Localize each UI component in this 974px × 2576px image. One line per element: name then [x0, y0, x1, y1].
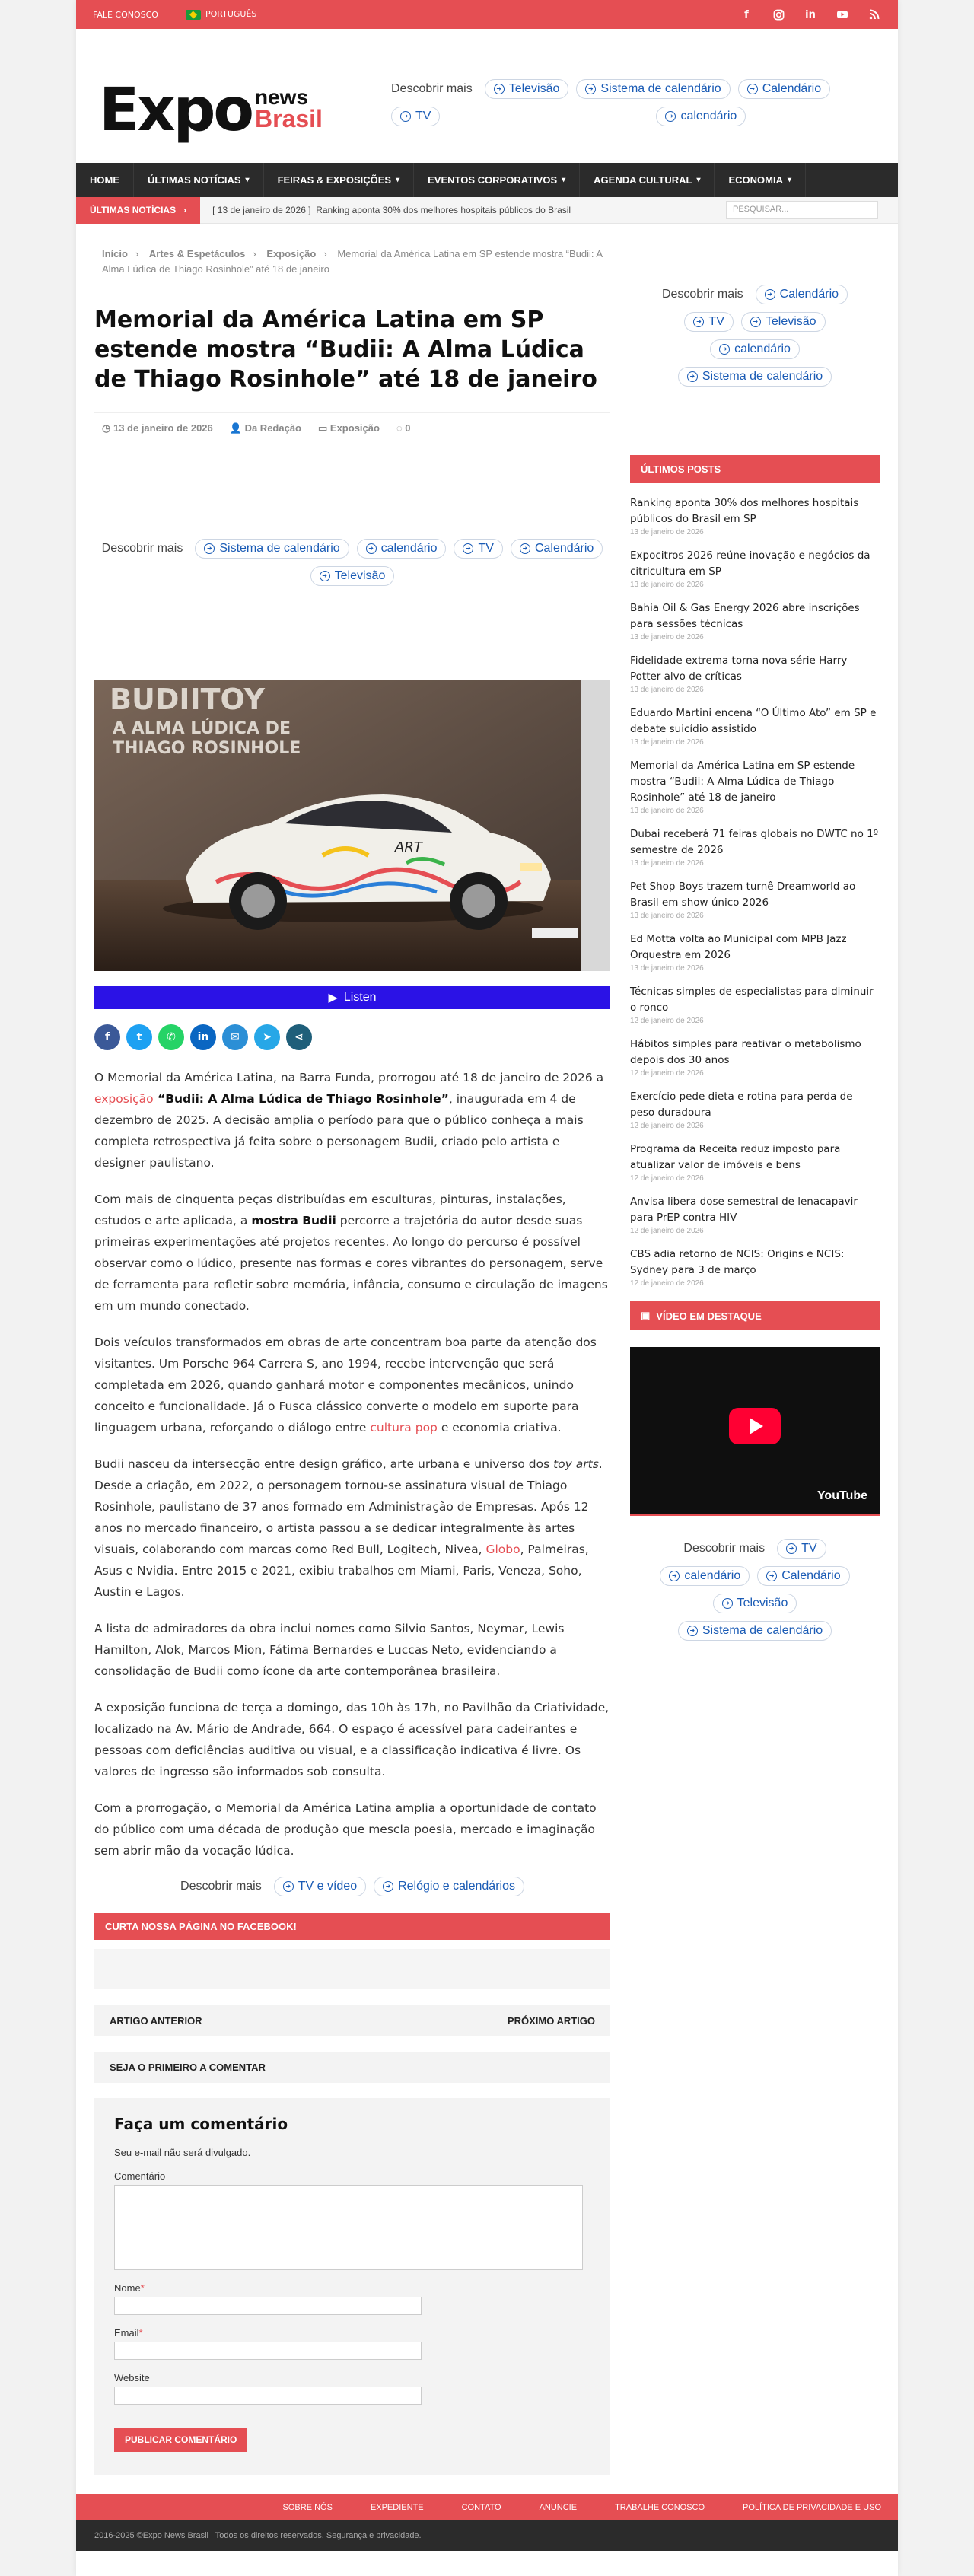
- arrow-circle-icon: ➜: [383, 1881, 393, 1892]
- paragraph: Budii nasceu da intersecção entre design gráfico, arte urbana e universo dos toy arts. Desde a criação, em 2022, o personagem tornou-se assinatura visual de Thiago Rosinhole, paulistano de 37 anos formado em Administração de Empresas. Após 12 anos no mercado financeiro, o artista passou a se dedicar integralmente às artes visuais, colaborando com marcas como Red Bull, Logitech, Nivea, Globo, Palmeiras, Asus e Nvidia. Entre 2015 e 2021, exibiu trabalhos em Miami, Paris, Veneza, Soho, Austin e Lagos.: [94, 1457, 603, 1599]
- linkedin-share-icon[interactable]: in: [190, 1024, 216, 1050]
- arrow-circle-icon: ➜: [747, 84, 758, 94]
- discover-label: Descobrir mais: [683, 1542, 766, 1555]
- list-item[interactable]: Pet Shop Boys trazem turnê Dreamworld ao Brasil em show único 2026 13 de janeiro de 2026: [630, 880, 856, 920]
- footer-copyright: 2016-2025 ©Expo News Brasil | Todos os direitos reservados. Segurança e privacidade.: [76, 2520, 898, 2551]
- site-logo[interactable]: [99, 76, 323, 145]
- list-item[interactable]: Eduardo Martini encena “O Último Ato” em SP e debate suicídio assistido 13 de janeiro de 2026: [630, 707, 877, 747]
- nav-item-agenda-cultural[interactable]: AGENDA CULTURAL ▾: [580, 163, 715, 197]
- arrow-circle-icon: ➜: [463, 543, 473, 554]
- paragraph: Com mais de cinquenta peças distribuídas em esculturas, pinturas, instalações, estudos e arte aplicada, a mostra Budii percorre a trajetória do autor desde suas primeiras experimentações até projetos recentes. Ao longo do percurso é possível observar como o lúdico, presente nas formas e cores vibrantes do personagem, serve de ferramenta para refletir sobre memória, infância, consumo e circulação de imagens em um mundo conectado.: [94, 1192, 608, 1313]
- discover-chip[interactable]: ➜ Televisão: [713, 1594, 797, 1613]
- facebook-icon[interactable]: f: [744, 8, 749, 21]
- svg-text:ART: ART: [395, 839, 422, 855]
- article-body: [94, 1067, 610, 1861]
- cultura-pop-link[interactable]: cultura pop: [370, 1421, 438, 1434]
- paragraph: A exposição funciona de terça a domingo, das 10h às 17h, no Pavilhão da Criatividade, localizado na Av. Mário de Andrade, 664. O espaço é acessível para cadeirantes e pessoas com deficiências auditiva ou visual, e a classificação indicativa é livre. Os valores de ingresso são informados sob consulta.: [94, 1701, 610, 1778]
- footer-link[interactable]: SOBRE NÓS: [282, 2502, 333, 2512]
- featured-image: [94, 680, 610, 971]
- website-field[interactable]: [114, 2387, 422, 2405]
- list-item[interactable]: Hábitos simples para reativar o metabolismo depois dos 30 anos 12 de janeiro de 2026: [630, 1038, 861, 1078]
- logo-brasil: Brasil: [255, 105, 323, 132]
- category-meta[interactable]: ▭ Exposição: [318, 422, 380, 434]
- discover-chip[interactable]: ➜ Televisão: [485, 79, 569, 99]
- folder-icon: ▭: [318, 422, 330, 434]
- post-navigation: [94, 2005, 610, 2036]
- name-field[interactable]: [114, 2297, 422, 2315]
- comments-meta[interactable]: ◌ 0: [396, 422, 411, 434]
- arrow-circle-icon: ➜: [494, 84, 505, 94]
- dropdown-icon: ▾: [245, 176, 250, 184]
- breadcrumb-artes[interactable]: Artes & Espetáculos: [148, 248, 246, 260]
- dropdown-icon: ▾: [696, 176, 701, 184]
- arrow-circle-icon: ➜: [687, 1626, 698, 1636]
- discover-chip[interactable]: ➜ TV: [777, 1539, 826, 1559]
- nav-item-economia[interactable]: ECONOMIA ▾: [715, 163, 806, 197]
- discover-chip[interactable]: ➜ Calendário: [756, 285, 848, 304]
- clock-icon: ◷: [102, 422, 113, 434]
- porsche-art-car-image: [94, 680, 610, 971]
- whatsapp-share-icon[interactable]: ✆: [158, 1024, 184, 1050]
- list-item[interactable]: Fidelidade extrema torna nova série Harry Potter alvo de críticas 13 de janeiro de 2026: [630, 654, 848, 694]
- list-item[interactable]: Ed Motta volta ao Municipal com MPB Jazz Orquestra em 2026 13 de janeiro de 2026: [630, 933, 847, 973]
- discover-chip[interactable]: ➜ Televisão: [310, 566, 395, 586]
- list-item[interactable]: Ranking aponta 30% dos melhores hospitais públicos do Brasil em SP 13 de janeiro de 2026: [630, 497, 859, 537]
- discover-chip[interactable]: ➜ TV e vídeo: [274, 1877, 366, 1896]
- sidebar-discover-top: [630, 285, 880, 387]
- comment-form: [94, 2098, 610, 2475]
- discover-chip[interactable]: ➜ Sistema de calendário: [678, 1621, 832, 1641]
- exposicao-link[interactable]: exposição: [94, 1092, 154, 1106]
- paragraph: Com a prorrogação, o Memorial da América Latina amplia a oportunidade de contato do público com uma década de produção que mescla poesia, mercado e imaginação sem abrir mão da vocação lúdica.: [94, 1801, 597, 1858]
- arrow-circle-icon: ➜: [400, 111, 411, 122]
- arrow-circle-icon: ➜: [283, 1881, 294, 1892]
- chevron-right-icon: ›: [183, 205, 187, 215]
- instagram-icon[interactable]: [772, 8, 785, 21]
- nav-item-feiras-exposicoes[interactable]: FEIRAS & EXPOSIÇÕES ▾: [264, 163, 415, 197]
- discover-label: Descobrir mais: [391, 82, 473, 95]
- email-label: Email*: [114, 2327, 143, 2339]
- discover-label: Descobrir mais: [661, 288, 743, 301]
- share-buttons: [94, 1024, 610, 1050]
- breadcrumb: Início › Artes & Espetáculos › Exposição › Memorial da América Latina em SP estende mostra “Budii: A Alma Lúdica de Thiago Rosinhole” até 18 de janeiro: [94, 247, 610, 285]
- list-item[interactable]: Memorial da América Latina em SP estende mostra “Budii: A Alma Lúdica de Thiago Rosinhole” até 18 de janeiro 13 de janeiro de 2026: [630, 759, 855, 815]
- first-comment-banner: SEJA O PRIMEIRO A COMENTAR: [94, 2052, 610, 2083]
- ad-discover-block: [94, 444, 610, 680]
- arrow-circle-icon: ➜: [585, 84, 596, 94]
- facebook-share-icon[interactable]: f: [94, 1024, 120, 1050]
- sidebar-discover-bottom: [630, 1539, 880, 1641]
- next-article-link[interactable]: PRÓXIMO ARTIGO: [507, 2015, 595, 2027]
- discover-chip[interactable]: ➜ calendário: [357, 539, 447, 559]
- email-field[interactable]: [114, 2342, 422, 2360]
- main-nav: [76, 163, 898, 197]
- discover-label: Descobrir mais: [180, 1880, 262, 1893]
- youtube-play-icon[interactable]: [729, 1408, 781, 1444]
- arrow-circle-icon: ➜: [520, 543, 530, 554]
- arrow-circle-icon: ➜: [204, 543, 215, 554]
- youtube-logo: YouTube: [816, 1489, 867, 1502]
- website-label: Website: [114, 2372, 150, 2383]
- discover-chip[interactable]: ➜ Sistema de calendário: [195, 539, 349, 559]
- contact-link[interactable]: FALE CONOSCO: [93, 9, 158, 20]
- breadcrumb-exposicao[interactable]: Exposição: [266, 248, 317, 260]
- paragraph: O Memorial da América Latina, na Barra Funda, prorrogou até 18 de janeiro de 2026 a exposição “Budii: A Alma Lúdica de Thiago Rosinhole”, inaugurada em 4 de dezembro de 2025. A decisão amplia o período para que o público conheça a mais completa retrospectiva já feita sobre o personagem Budii, criado pelo artista e designer paulistano.: [94, 1071, 604, 1170]
- language-label: PORTUGUÊS: [205, 9, 257, 20]
- article-title: Memorial da América Latina em SP estende mostra “Budii: A Alma Lúdica de Thiago Rosinhole” até 18 de janeiro: [94, 307, 597, 393]
- language-selector[interactable]: [186, 9, 256, 20]
- search-input[interactable]: PESQUISAR...: [726, 201, 878, 219]
- twitter-share-icon[interactable]: t: [126, 1024, 152, 1050]
- comment-label: Comentário: [114, 2170, 166, 2182]
- discover-more-ad: [101, 539, 603, 586]
- image-text-line-1: BUDIITOY: [110, 683, 266, 716]
- discover-chip[interactable]: ➜ calendário: [656, 107, 746, 126]
- article-column: [94, 224, 610, 2475]
- comment-form-title: Faça um comentário: [114, 2115, 288, 2133]
- footer-link[interactable]: EXPEDIENTE: [370, 2502, 424, 2512]
- discover-chip[interactable]: ➜ calendário: [710, 339, 800, 359]
- comment-textarea[interactable]: [114, 2185, 583, 2270]
- discover-chip[interactable]: ➜ Sistema de calendário: [678, 367, 832, 387]
- main-area: [76, 224, 898, 2475]
- arrow-circle-icon: ➜: [766, 1571, 777, 1581]
- image-text-line-3: THIAGO ROSINHOLE: [113, 739, 301, 758]
- ticker-headline[interactable]: [ 13 de janeiro de 2026 ] Ranking aponta 30% dos melhores hospitais públicos do Brasil: [212, 205, 571, 215]
- image-text-line-2: A ALMA LÚDICA DE: [113, 719, 291, 738]
- ticker-label: ÚLTIMAS NOTÍCIAS ›: [76, 197, 200, 224]
- arrow-circle-icon: ➜: [366, 543, 377, 554]
- article-meta: [94, 412, 610, 444]
- footer-links: [76, 2494, 898, 2520]
- discover-chip[interactable]: ➜ Relógio e calendários: [374, 1877, 524, 1896]
- facebook-widget[interactable]: [94, 1949, 610, 1989]
- discover-chip[interactable]: ➜ TV: [454, 539, 502, 559]
- arrow-circle-icon: ➜: [765, 289, 775, 300]
- footer-link[interactable]: POLÍTICA DE PRIVACIDADE E USO: [743, 2502, 881, 2512]
- paragraph: A lista de admiradores da obra inclui nomes como Silvio Santos, Neymar, Lewis Hamilton, Alok, Marcos Mion, Fátima Bernardes e Luccas Neto, evidenciando a consolidação de Budii como ícone da arte contemporânea brasileira.: [94, 1622, 565, 1678]
- nav-item-ultimas-noticias[interactable]: ÚLTIMAS NOTÍCIAS ▾: [134, 163, 264, 197]
- discover-chip[interactable]: ➜ calendário: [660, 1566, 750, 1586]
- nav-item-eventos-corporativos[interactable]: EVENTOS CORPORATIVOS ▾: [414, 163, 580, 197]
- discover-chip[interactable]: ➜ Calendário: [511, 539, 603, 559]
- user-icon: 👤: [229, 422, 245, 434]
- breadcrumb-home[interactable]: Início: [102, 248, 128, 260]
- dropdown-icon: ▾: [562, 176, 566, 184]
- arrow-circle-icon: ➜: [750, 317, 761, 327]
- list-item[interactable]: Técnicas simples de especialistas para diminuir o ronco 12 de janeiro de 2026: [630, 986, 874, 1025]
- footer-link[interactable]: ANUNCIE: [539, 2502, 578, 2512]
- discover-chip[interactable]: ➜ TV: [684, 312, 733, 332]
- dropdown-icon: ▾: [396, 176, 400, 184]
- paragraph: Dois veículos transformados em obras de arte concentram boa parte da atenção dos visitantes. Um Porsche 964 Carrera S, ano 1994, recebe intervenção que será completada em 2026, quando ganhará motor e componentes mecânicos, unindo conceito e funcionalidade. Já o Fusca clássico converte o modelo em suporte para linguagem urbana, reforçando o diálogo entre cultura pop e economia criativa.: [94, 1336, 597, 1434]
- discover-chip[interactable]: ➜ Calendário: [757, 1566, 849, 1586]
- date-meta: ◷ 13 de janeiro de 2026: [102, 422, 213, 434]
- arrow-circle-icon: ➜: [693, 317, 704, 327]
- arrow-circle-icon: ➜: [320, 571, 330, 581]
- dropdown-icon: ▾: [787, 176, 791, 184]
- latest-posts-title: ÚLTIMOS POSTS: [630, 455, 880, 483]
- arrow-circle-icon: ➜: [665, 111, 676, 122]
- header-discover-more: [391, 79, 878, 126]
- rss-icon[interactable]: [867, 8, 881, 21]
- video-icon: ▣: [641, 1310, 651, 1321]
- news-ticker: [76, 197, 898, 224]
- arrow-circle-icon: ➜: [719, 344, 730, 355]
- facebook-widget-title: CURTA NOSSA PÁGINA NO FACEBOOK!: [94, 1913, 610, 1940]
- arrow-circle-icon: ➜: [669, 1571, 680, 1581]
- featured-video-player[interactable]: [630, 1347, 880, 1516]
- site-header: [76, 29, 898, 163]
- breadcrumb-current: Memorial da América Latina em SP estende mostra “Budii: A Alma Lúdica de Thiago Rosinhole” até 18 de janeiro: [102, 248, 603, 275]
- brazil-flag-icon: [186, 10, 201, 20]
- email-share-icon[interactable]: ✉: [222, 1024, 248, 1050]
- list-item[interactable]: Anvisa libera dose semestral de lenacapavir para PrEP contra HIV 12 de janeiro de 2026: [630, 1196, 858, 1235]
- sidebar: [630, 224, 880, 2475]
- list-item[interactable]: Programa da Receita reduz imposto para atualizar valor de imóveis e bens 12 de janeiro de 2026: [630, 1143, 841, 1183]
- author-meta[interactable]: 👤 Da Redação: [229, 422, 301, 434]
- list-item[interactable]: Dubai receberá 71 feiras globais no DWTC no 1º semestre de 2026 13 de janeiro de 2026: [630, 828, 879, 868]
- logo-news: news: [255, 85, 309, 109]
- discover-chip[interactable]: ➜ Calendário: [738, 79, 830, 99]
- list-item[interactable]: Bahia Oil & Gas Energy 2026 abre inscrições para sessões técnicas 13 de janeiro de 2026: [630, 602, 860, 642]
- nav-item-home[interactable]: HOME: [76, 163, 134, 197]
- top-bar: [76, 0, 898, 29]
- discover-chip[interactable]: ➜ Televisão: [741, 312, 826, 332]
- comment-icon: ◌: [396, 422, 406, 434]
- arrow-circle-icon: ➜: [786, 1543, 797, 1554]
- previous-article-link[interactable]: ARTIGO ANTERIOR: [110, 2015, 202, 2027]
- discover-label: Descobrir mais: [101, 542, 183, 555]
- telegram-share-icon[interactable]: ➤: [254, 1024, 280, 1050]
- list-item[interactable]: CBS adia retorno de NCIS: Origins e NCIS: Sydney para 3 de março 12 de janeiro de 2026: [630, 1248, 845, 1288]
- arrow-circle-icon: ➜: [722, 1598, 733, 1609]
- list-item[interactable]: Exercício pede dieta e rotina para perda de peso duradoura 12 de janeiro de 2026: [630, 1091, 853, 1130]
- name-label: Nome*: [114, 2282, 145, 2294]
- footer-link[interactable]: CONTATO: [461, 2502, 501, 2512]
- latest-posts-list: [630, 495, 880, 1288]
- discover-chip[interactable]: ➜ TV: [391, 107, 440, 126]
- listen-button[interactable]: ▶ Listen: [94, 986, 610, 1009]
- logo-expo: Expo: [99, 76, 253, 145]
- linkedin-icon[interactable]: in: [805, 8, 816, 21]
- submit-comment-button[interactable]: PUBLICAR COMENTÁRIO: [114, 2428, 247, 2452]
- share-icon[interactable]: ⋖: [286, 1024, 312, 1050]
- bottom-discover-more: [94, 1877, 610, 1896]
- arrow-circle-icon: ➜: [687, 371, 698, 382]
- discover-chip[interactable]: ➜ Sistema de calendário: [576, 79, 730, 99]
- featured-video-title: ▣ VÍDEO EM DESTAQUE: [630, 1301, 880, 1330]
- globo-link[interactable]: Globo: [485, 1543, 520, 1556]
- footer-link[interactable]: TRABALHE CONOSCO: [615, 2502, 705, 2512]
- page: [76, 0, 898, 2576]
- youtube-icon[interactable]: [836, 8, 849, 21]
- play-icon: ▶: [328, 992, 338, 1005]
- list-item[interactable]: Expocitros 2026 reúne inovação e negócios da citricultura em SP 13 de janeiro de 2026: [630, 549, 871, 589]
- email-note: Seu e-mail não será divulgado.: [114, 2147, 251, 2158]
